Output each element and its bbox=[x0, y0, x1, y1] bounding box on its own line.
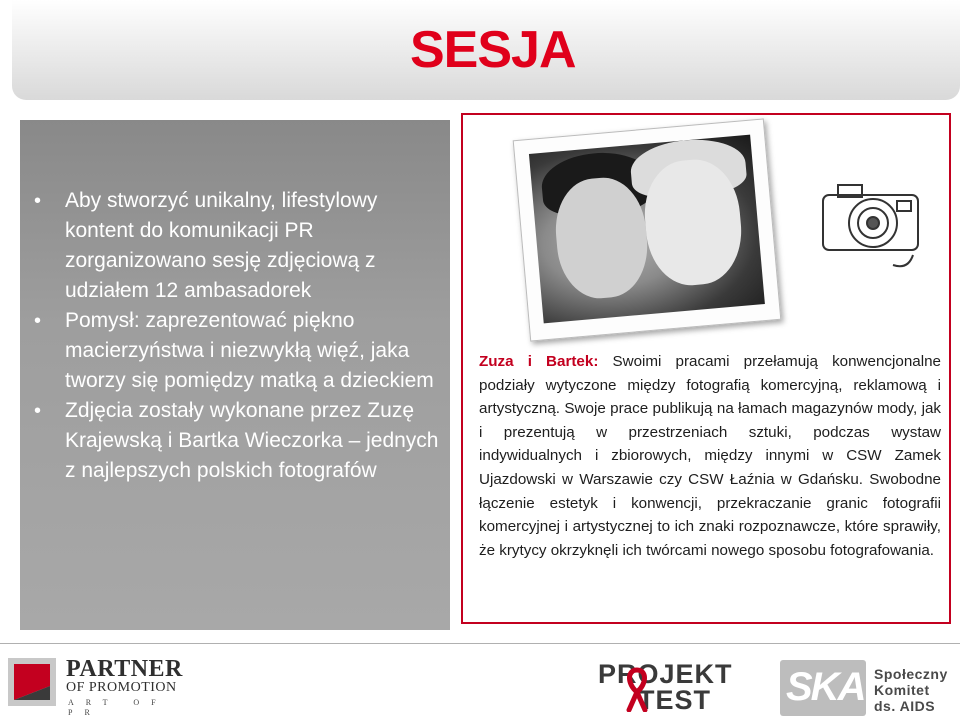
projekt-logo-line2: TEST bbox=[638, 685, 712, 715]
ska-logo-line2: Komitet bbox=[874, 682, 930, 698]
partner-logo-line3: ART OF PR bbox=[68, 698, 168, 717]
projekt-logo-line1: PROJEKT bbox=[598, 659, 733, 689]
partner-logo-mark-icon bbox=[8, 658, 56, 706]
bullet-item: • Zdjęcia zostały wykonane przez Zuzę Krajewską i Bartka Wieczorka – jednych z najlepszych polskich fotografów bbox=[50, 396, 440, 486]
description-text: Swoimi pracami przełamują konwencjonalne podziały wytyczone między fotografią komercyjną, reklamową i artystyczną. Swoje prace publikują na łamach magazynów mody, jak i prezentują w przestrzeniach sztuki, podczas wystaw indywidualnych i zbiorowych, między innymi w CSW Zamek Ujazdowski w Warszawie czy CSW Łaźnia w Gdańsku. Swobodne łączenie estetyk i konwencji, przekraczanie granic fotografii komercyjnej i artystycznej to ich znaki rozpoznawcze, które sprawiły, że krytycy okrzyknęli ich twórcami nowego sposobu fotografowania. bbox=[479, 353, 941, 559]
projekt-test-logo bbox=[598, 659, 733, 716]
ska-logo-line1: Społeczny bbox=[874, 666, 948, 682]
ska-logo bbox=[780, 660, 960, 716]
partner-logo-line1: PARTNER bbox=[66, 656, 183, 682]
bullet-item: • Pomysł: zaprezentować piękno macierzyństwa i niezwykłą więź, jaka tworzy się pomiędzy matką a dzieckiem bbox=[50, 306, 440, 396]
camera-sketch-icon bbox=[813, 165, 933, 275]
ska-logo-line3: ds. AIDS bbox=[874, 698, 936, 714]
photographers-description bbox=[479, 350, 941, 562]
red-ribbon-icon bbox=[625, 666, 649, 712]
photographers-panel bbox=[461, 113, 951, 624]
bullet-item: • Aby stworzyć unikalny, lifestylowy kontent do komunikacji PR zorganizowano sesję zdjęciową z udziałem 12 ambasadorek bbox=[50, 186, 440, 306]
ska-logo-mark-text: SKA bbox=[786, 665, 865, 709]
photographers-photo bbox=[529, 135, 765, 324]
photo-frame bbox=[513, 118, 782, 341]
bullet-panel bbox=[20, 120, 450, 630]
footer-divider bbox=[0, 643, 960, 644]
bullet-list bbox=[50, 186, 440, 486]
partner-of-promotion-logo bbox=[8, 656, 188, 716]
partner-logo-line2: OF PROMOTION bbox=[66, 680, 177, 695]
photographers-names: Zuza i Bartek: bbox=[479, 353, 599, 370]
ska-logo-mark bbox=[780, 660, 866, 716]
slide-title: SESJA bbox=[410, 21, 576, 79]
